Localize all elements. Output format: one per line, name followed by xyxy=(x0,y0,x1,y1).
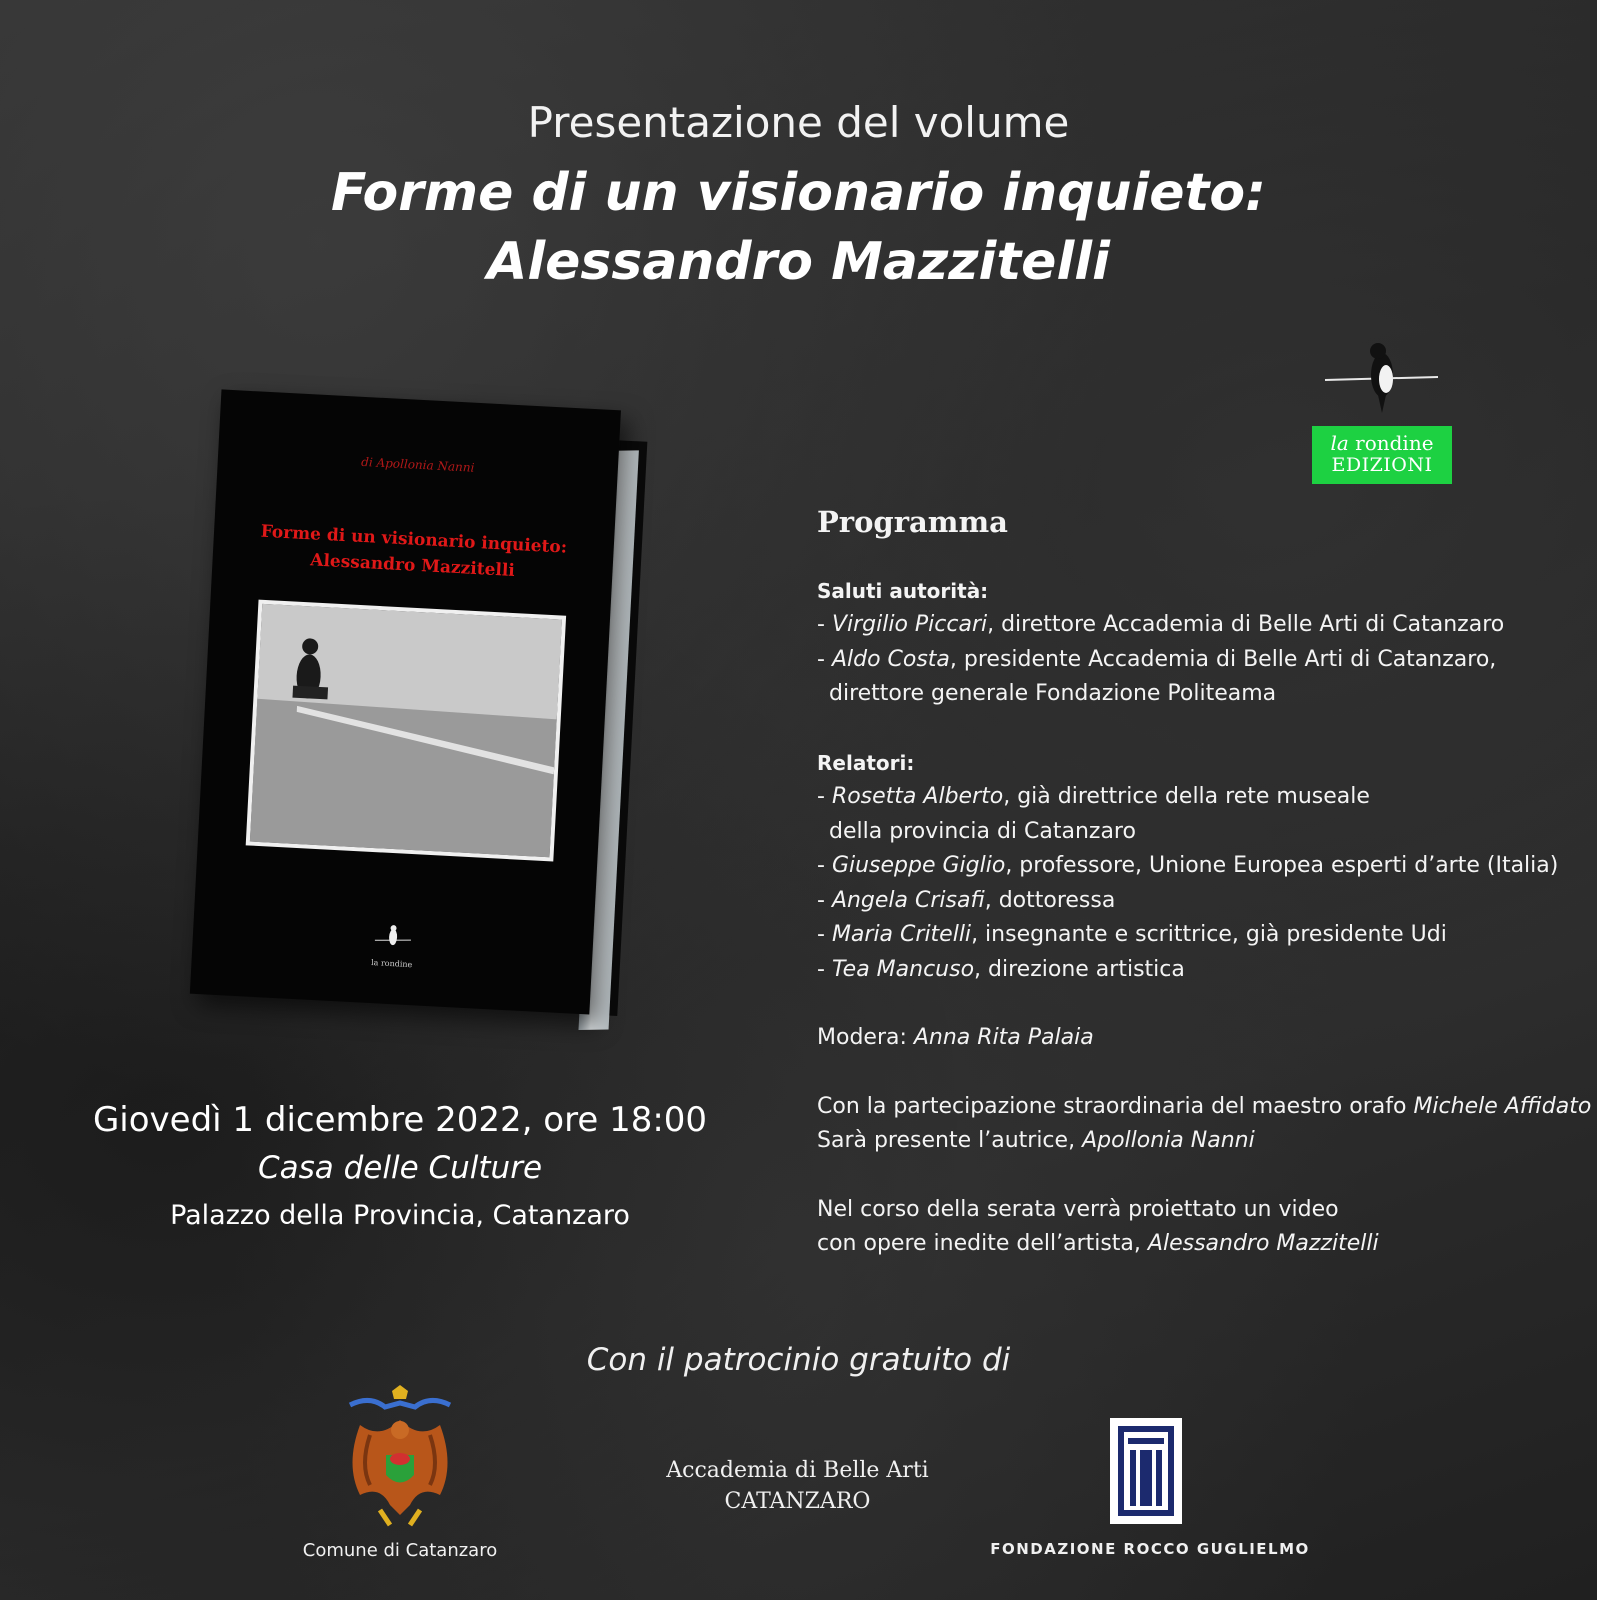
book-title-line2: Alessandro Mazzitelli xyxy=(487,232,1110,292)
author-name: Apollonia Nanni xyxy=(1082,1128,1255,1153)
special-guest-name: Michele Affidato xyxy=(1413,1093,1592,1119)
event-venue: Casa delle Culture xyxy=(257,1150,543,1186)
saluti-title: Saluti autorità: xyxy=(817,578,989,603)
event-place: Palazzo della Provincia, Catanzaro xyxy=(170,1200,630,1231)
relatori-item: - Rosetta Alberto, già direttrice della rete museale xyxy=(817,784,1370,809)
relatori-item: - Tea Mancuso, direzione artistica xyxy=(817,956,1185,982)
program-title: Programma xyxy=(817,505,1008,539)
relatori-item: - Giuseppe Giglio, professore, Unione Europea esperti d’arte (Italia) xyxy=(817,853,1559,878)
speaker-role: , direttore Accademia di Belle Arti di Catanzaro xyxy=(987,612,1505,637)
speaker-role: , direzione artistica xyxy=(974,956,1185,982)
comune-label: Comune di Catanzaro xyxy=(302,1540,498,1561)
publisher-logo-line1 xyxy=(1312,432,1452,454)
presentation-kicker: Presentazione del volume xyxy=(527,98,1070,147)
speaker-role: , professore, Unione Europea esperti d’arte (Italia) xyxy=(1005,853,1559,878)
special-guest-line: Con la partecipazione straordinaria del maestro orafo Michele Affidato xyxy=(817,1093,1592,1119)
swallow-icon xyxy=(372,918,414,960)
speaker-role: , già direttrice della rete museale xyxy=(1003,784,1370,809)
moderator-line: Modera: Anna Rita Palaia xyxy=(817,1025,1094,1050)
swallow-icon xyxy=(1320,335,1440,415)
video-line1: Nel corso della serata verrà proiettato un video xyxy=(817,1196,1339,1222)
program-section xyxy=(817,505,1592,1262)
comune-coat-of-arms-icon xyxy=(340,1385,460,1535)
accademia-label-line2: CATANZARO xyxy=(724,1489,871,1514)
relatori-title: Relatori: xyxy=(817,750,915,775)
book-cover-title-line1: Forme di un visionario inquieto: xyxy=(260,521,568,558)
speaker-role: , insegnante e scrittrice, già presidente Udi xyxy=(971,922,1447,947)
book-cover-title-line2: Alessandro Mazzitelli xyxy=(309,550,516,582)
book-cover-publisher: la rondine xyxy=(370,958,413,970)
saluti-item-continuation: direttore generale Fondazione Politeama xyxy=(829,681,1277,706)
speaker-name: Aldo Costa xyxy=(831,646,950,672)
saluti-item: - Virgilio Piccari, direttore Accademia di Belle Arti di Catanzaro xyxy=(817,612,1505,637)
fondazione-label: FONDAZIONE ROCCO GUGLIELMO xyxy=(990,1540,1310,1558)
publisher-logo xyxy=(1312,426,1452,484)
book-cover-author: di Apollonia Nanni xyxy=(360,454,475,475)
moderator-name: Anna Rita Palaia xyxy=(913,1025,1094,1050)
speaker-name: Tea Mancuso xyxy=(831,956,975,982)
speaker-role: , dottoressa xyxy=(984,887,1116,913)
saluti-item: - Aldo Costa, presidente Accademia di Belle Arti di Catanzaro, xyxy=(817,646,1497,672)
relatori-item-continuation: della provincia di Catanzaro xyxy=(829,818,1136,844)
relatori-item: - Maria Critelli, insegnante e scrittrice, già presidente Udi xyxy=(817,922,1447,947)
speaker-name: Rosetta Alberto xyxy=(831,784,1004,809)
relatori-item: - Angela Crisafi, dottoressa xyxy=(817,887,1116,913)
event-date: Giovedì 1 dicembre 2022, ore 18:00 xyxy=(92,1100,708,1140)
patronage-title: Con il patrocinio gratuito di xyxy=(586,1342,1011,1378)
author-line: Sarà presente l’autrice, Apollonia Nanni xyxy=(817,1128,1255,1153)
publisher-logo-la: la xyxy=(1330,431,1349,455)
accademia-label-line1: Accademia di Belle Arti xyxy=(666,1458,929,1483)
speaker-name: Angela Crisafi xyxy=(831,887,985,913)
speaker-role: , presidente Accademia di Belle Arti di Catanzaro, xyxy=(949,646,1497,672)
artist-name: Alessandro Mazzitelli xyxy=(1147,1231,1379,1256)
speaker-name: Giuseppe Giglio xyxy=(831,853,1006,878)
book-front-cover xyxy=(190,389,621,1014)
fondazione-logo-icon xyxy=(1110,1418,1182,1524)
video-line2: con opere inedite dell’artista, Alessandro Mazzitelli xyxy=(817,1231,1379,1256)
publisher-logo-rondine: rondine xyxy=(1348,431,1434,455)
speaker-name: Maria Critelli xyxy=(831,922,972,947)
speaker-name: Virgilio Piccari xyxy=(831,612,988,637)
publisher-logo-edizioni: EDIZIONI xyxy=(1331,454,1433,476)
book-cover-photo xyxy=(246,600,566,862)
book-title-line1: Forme di un visionario inquieto: xyxy=(331,163,1266,223)
book-cover-image xyxy=(189,389,641,1030)
